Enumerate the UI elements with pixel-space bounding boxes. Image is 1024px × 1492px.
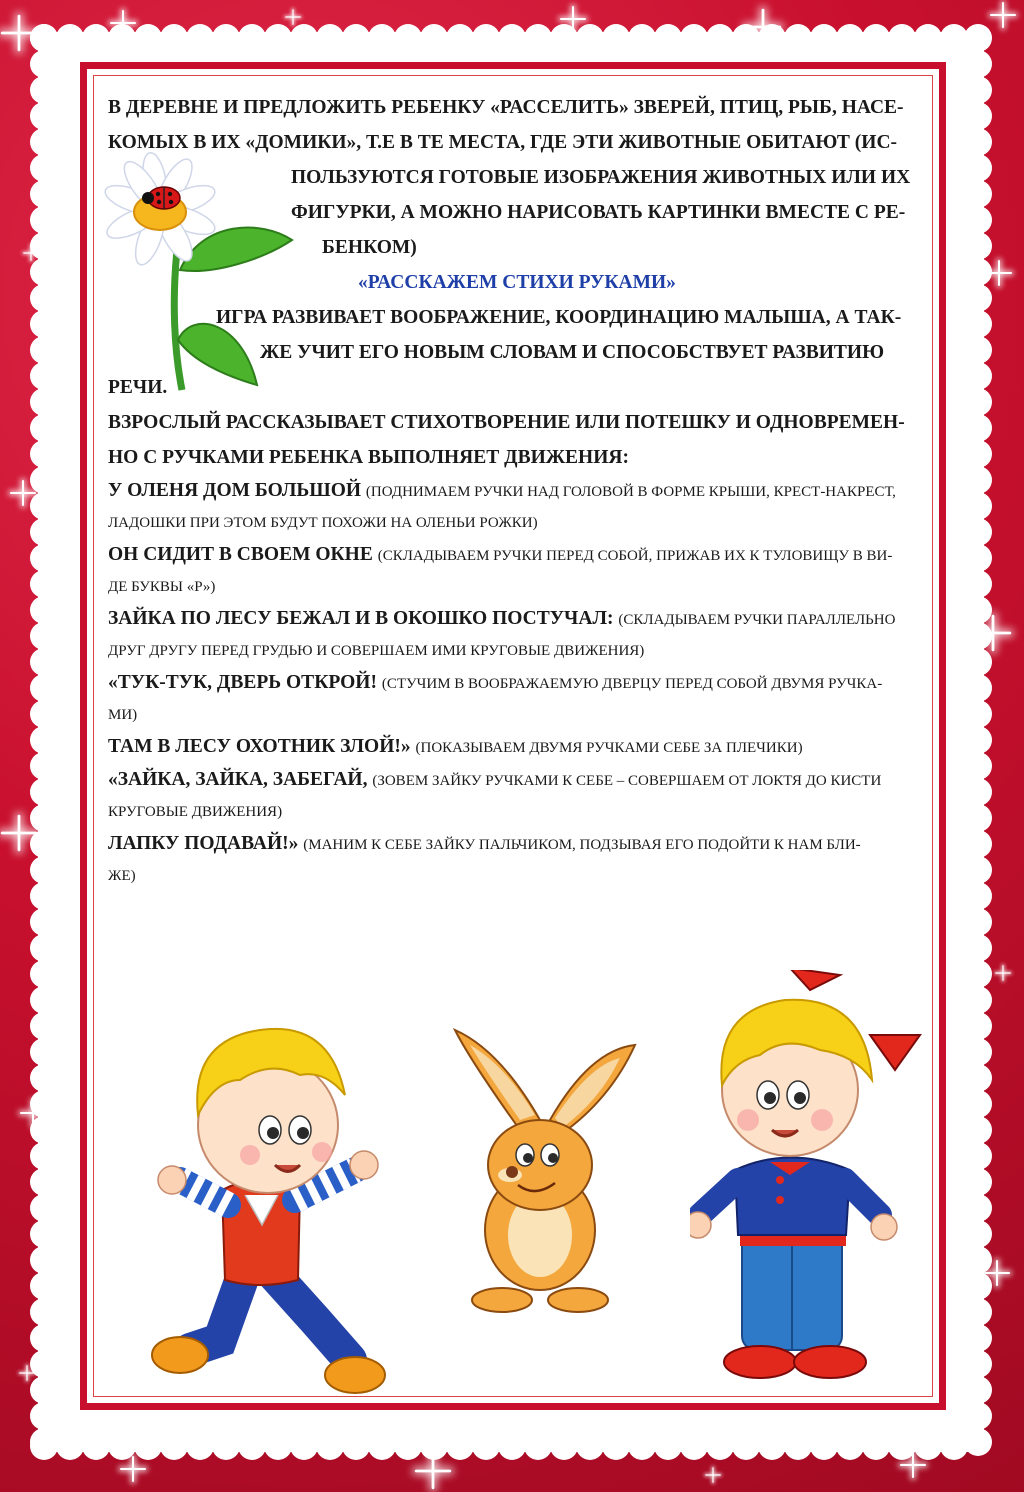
scallop-dot <box>342 24 370 52</box>
scallop-dot <box>758 1432 786 1460</box>
verse-line: ТАМ В ЛЕСУ ОХОТНИК ЗЛОЙ!» <box>108 736 411 757</box>
scallop-dot <box>964 102 992 130</box>
boy-running-icon <box>150 1000 390 1400</box>
article-text <box>108 90 934 892</box>
scallop-dot <box>30 1324 58 1352</box>
scallop-dot <box>964 180 992 208</box>
scallop-dot <box>964 934 992 962</box>
scallop-dot <box>810 1432 838 1460</box>
paragraph-line: ЖЕ УЧИТ ЕГО НОВЫМ СЛОВАМ И СПОСОБСТВУЕТ РАЗВИТИЮ <box>260 342 885 363</box>
scallop-dot <box>964 76 992 104</box>
scallop-dot <box>706 24 734 52</box>
scallop-dot <box>368 24 396 52</box>
scallop-dot <box>964 310 992 338</box>
scallop-dot <box>30 1168 58 1196</box>
scallop-dot <box>30 76 58 104</box>
scallop-dot <box>964 1220 992 1248</box>
scallop-dot <box>30 622 58 650</box>
scallop-dot <box>30 544 58 572</box>
sparkle-icon <box>705 1467 721 1483</box>
scallop-dot <box>498 1432 526 1460</box>
scallop-dot <box>30 206 58 234</box>
scallop-dot <box>160 1432 188 1460</box>
scallop-dot <box>524 24 552 52</box>
scallop-dot <box>30 570 58 598</box>
girl-with-bow-icon <box>690 970 930 1390</box>
scallop-dot <box>186 24 214 52</box>
scallop-dot <box>30 310 58 338</box>
scallop-dot <box>758 24 786 52</box>
verse-note: (СКЛАДЫВАЕМ РУЧКИ ПЕРЕД СОБОЙ, ПРИЖАВ ИХ К ТУЛОВИЩУ В ВИ- <box>377 548 893 564</box>
scallop-dot <box>964 1012 992 1040</box>
scallop-dot <box>576 24 604 52</box>
scallop-dot <box>836 1432 864 1460</box>
scallop-dot <box>368 1432 396 1460</box>
scallop-dot <box>30 1272 58 1300</box>
scallop-dot <box>964 1168 992 1196</box>
scallop-dot <box>964 804 992 832</box>
scallop-dot <box>862 1432 890 1460</box>
scallop-dot <box>964 1376 992 1404</box>
scallop-dot <box>212 24 240 52</box>
scallop-dot <box>342 1432 370 1460</box>
verse-line: ЗАЙКА ПО ЛЕСУ БЕЖАЛ И В ОКОШКО ПОСТУЧАЛ: <box>108 608 614 629</box>
scallop-dot <box>30 128 58 156</box>
scallop-dot <box>30 752 58 780</box>
scallop-dot <box>30 1012 58 1040</box>
scallop-dot <box>602 1432 630 1460</box>
scallop-dot <box>964 544 992 572</box>
verse-note: ДРУГ ДРУГУ ПЕРЕД ГРУДЬЮ И СОВЕРШАЕМ ИМИ КРУГОВЫЕ ДВИЖЕНИЯ) <box>108 643 645 659</box>
scallop-dot <box>964 466 992 494</box>
scallop-dot <box>290 1432 318 1460</box>
scallop-dot <box>160 24 188 52</box>
scallop-dot <box>30 986 58 1014</box>
scallop-dot <box>964 206 992 234</box>
scallop-dot <box>810 24 838 52</box>
scallop-dot <box>30 778 58 806</box>
scallop-dot <box>30 414 58 442</box>
verse-block <box>108 539 934 603</box>
scallop-dot <box>30 1376 58 1404</box>
scallop-dot <box>680 1432 708 1460</box>
scallop-dot <box>30 1116 58 1144</box>
scallop-dot <box>30 1194 58 1222</box>
scallop-dot <box>964 1428 992 1456</box>
verse-note: МИ) <box>108 707 138 723</box>
scallop-dot <box>964 258 992 286</box>
scallop-dot <box>654 24 682 52</box>
scallop-dot <box>394 1432 422 1460</box>
verse-note: (ПОКАЗЫВАЕМ ДВУМЯ РУЧКАМИ СЕБЕ ЗА ПЛЕЧИКИ) <box>415 740 803 756</box>
paragraph-line: БЕНКОМ) <box>322 237 417 258</box>
verse-note: КРУГОВЫЕ ДВИЖЕНИЯ) <box>108 804 283 820</box>
scallop-dot <box>30 258 58 286</box>
verse-note: (ЗОВЕМ ЗАЙКУ РУЧКАМИ К СЕБЕ – СОВЕРШАЕМ ОТ ЛОКТЯ ДО КИСТИ <box>372 773 882 789</box>
scallop-dot <box>30 1246 58 1274</box>
scallop-dot <box>654 1432 682 1460</box>
scallop-dot <box>576 1432 604 1460</box>
paragraph-line: ВЗРОСЛЫЙ РАССКАЗЫВАЕТ СТИХОТВОРЕНИЕ ИЛИ ПОТЕШКУ И ОДНОВРЕМЕН- <box>108 412 905 433</box>
scallop-dot <box>964 622 992 650</box>
scallop-dot <box>914 1432 942 1460</box>
scallop-dot <box>212 1432 240 1460</box>
verse-note: ЛАДОШКИ ПРИ ЭТОМ БУДУТ ПОХОЖИ НА ОЛЕНЬИ РОЖКИ) <box>108 515 538 531</box>
scallop-dot <box>108 24 136 52</box>
scallop-dot <box>30 466 58 494</box>
scallop-dot <box>706 1432 734 1460</box>
scallop-dot <box>964 232 992 260</box>
scallop-dot <box>964 336 992 364</box>
scallop-dot <box>964 1090 992 1118</box>
verse-block <box>108 828 934 892</box>
paragraph-line: КОМЫХ В ИХ «ДОМИКИ», Т.Е В ТЕ МЕСТА, ГДЕ ЭТИ ЖИВОТНЫЕ ОБИТАЮТ (ИС- <box>108 132 898 153</box>
scallop-dot <box>30 674 58 702</box>
scallop-dot <box>964 986 992 1014</box>
scallop-dot <box>964 1350 992 1378</box>
scallop-dot <box>732 1432 760 1460</box>
scallop-dot <box>964 908 992 936</box>
verse-line: «ТУК-ТУК, ДВЕРЬ ОТКРОЙ! <box>108 672 377 693</box>
paragraph-line: ИГРА РАЗВИВАЕТ ВООБРАЖЕНИЕ, КООРДИНАЦИЮ МАЛЫША, А ТАК- <box>216 307 902 328</box>
scallop-dot <box>732 24 760 52</box>
verse-block <box>108 603 934 667</box>
verse-line: ЛАПКУ ПОДАВАЙ!» <box>108 833 299 854</box>
scallop-dot <box>264 24 292 52</box>
scallop-dot <box>964 1116 992 1144</box>
scallop-dot <box>862 24 890 52</box>
scallop-dot <box>964 24 992 52</box>
scallop-dot <box>964 700 992 728</box>
scallop-dot <box>30 102 58 130</box>
paragraph-line: НО С РУЧКАМИ РЕБЕНКА ВЫПОЛНЯЕТ ДВИЖЕНИЯ: <box>108 447 629 468</box>
scallop-dot <box>964 440 992 468</box>
scallop-dot <box>420 24 448 52</box>
scallop-dot <box>964 1272 992 1300</box>
scallop-dot <box>30 518 58 546</box>
scallop-dot <box>964 830 992 858</box>
verse-line: «ЗАЙКА, ЗАЙКА, ЗАБЕГАЙ, <box>108 769 368 790</box>
scallop-dot <box>30 336 58 364</box>
scallop-dot <box>964 492 992 520</box>
scallop-dot <box>446 1432 474 1460</box>
scallop-dot <box>30 1298 58 1326</box>
scallop-dot <box>82 24 110 52</box>
scallop-dot <box>446 24 474 52</box>
scallop-dot <box>30 1142 58 1170</box>
scallop-dot <box>964 1246 992 1274</box>
scallop-dot <box>134 1432 162 1460</box>
scallop-dot <box>316 24 344 52</box>
scallop-dot <box>30 700 58 728</box>
verse-block <box>108 667 934 731</box>
verse-line: ОН СИДИТ В СВОЕМ ОКНЕ <box>108 544 373 565</box>
scallop-dot <box>964 752 992 780</box>
scallop-dot <box>30 960 58 988</box>
scallop-dot <box>238 24 266 52</box>
scallop-dot <box>680 24 708 52</box>
scallop-dot <box>56 24 84 52</box>
verse-block <box>108 764 934 828</box>
sparkle-icon <box>120 1456 146 1482</box>
paragraph-line: В ДЕРЕВНЕ И ПРЕДЛОЖИТЬ РЕБЕНКУ «РАССЕЛИТЬ» ЗВЕРЕЙ, ПТИЦ, РЫБ, НАСЕ- <box>108 97 904 118</box>
scallop-dot <box>964 362 992 390</box>
scallop-dot <box>550 1432 578 1460</box>
scallop-dot <box>784 1432 812 1460</box>
scallop-dot <box>914 24 942 52</box>
scallop-dot <box>30 1090 58 1118</box>
scallop-dot <box>472 1432 500 1460</box>
scallop-dot <box>30 440 58 468</box>
scallop-dot <box>964 1038 992 1066</box>
scallop-dot <box>964 388 992 416</box>
scallop-dot <box>30 180 58 208</box>
scallop-dot <box>472 24 500 52</box>
scallop-dot <box>550 24 578 52</box>
scallop-dot <box>30 596 58 624</box>
scallop-dot <box>964 1298 992 1326</box>
scallop-dot <box>30 24 58 52</box>
scallop-dot <box>964 570 992 598</box>
scallop-dot <box>30 492 58 520</box>
scallop-dot <box>30 1428 58 1456</box>
scallop-dot <box>524 1432 552 1460</box>
sparkle-icon <box>285 9 301 25</box>
scallop-dot <box>964 1142 992 1170</box>
scallop-dot <box>964 856 992 884</box>
scallop-dot <box>30 908 58 936</box>
scallop-dot <box>964 674 992 702</box>
scallop-dot <box>30 284 58 312</box>
scallop-dot <box>964 882 992 910</box>
scallop-dot <box>30 1402 58 1430</box>
scallop-dot <box>238 1432 266 1460</box>
scallop-dot <box>264 1432 292 1460</box>
scallop-dot <box>836 24 864 52</box>
sparkle-icon <box>995 965 1011 981</box>
scallop-dot <box>30 726 58 754</box>
scallop-dot <box>30 934 58 962</box>
scallop-dot <box>888 1432 916 1460</box>
scallop-dot <box>30 1350 58 1378</box>
sparkle-icon <box>990 2 1016 28</box>
scallop-dot <box>964 1064 992 1092</box>
verse-block <box>108 475 934 539</box>
scallop-dot <box>30 1038 58 1066</box>
scallop-dot <box>56 1432 84 1460</box>
verse-note: (МАНИМ К СЕБЕ ЗАЙКУ ПАЛЬЧИКОМ, ПОДЗЫВАЯ ЕГО ПОДОЙТИ К НАМ БЛИ- <box>303 837 861 853</box>
verse-note: (СТУЧИМ В ВООБРАЖАЕМУЮ ДВЕРЦУ ПЕРЕД СОБОЙ ДВУМЯ РУЧКА- <box>381 676 883 692</box>
scallop-dot <box>964 154 992 182</box>
scallop-dot <box>82 1432 110 1460</box>
scallop-dot <box>964 596 992 624</box>
bunny-icon <box>440 1020 640 1320</box>
verse-note: ЖЕ) <box>108 868 136 884</box>
verse-note: (ПОДНИМАЕМ РУЧКИ НАД ГОЛОВОЙ В ФОРМЕ КРЫШИ, КРЕСТ-НАКРЕСТ, <box>365 484 896 500</box>
scallop-dot <box>316 1432 344 1460</box>
scallop-dot <box>964 1402 992 1430</box>
scallop-dot <box>30 856 58 884</box>
scallop-dot <box>964 1194 992 1222</box>
scallop-dot <box>964 960 992 988</box>
paragraph-line: ФИГУРКИ, А МОЖНО НАРИСОВАТЬ КАРТИНКИ ВМЕСТЕ С РЕ- <box>291 202 906 223</box>
scallop-dot <box>30 50 58 78</box>
scallop-dot <box>498 24 526 52</box>
scallop-dot <box>964 1324 992 1352</box>
scallop-dot <box>602 24 630 52</box>
paragraph-line: РЕЧИ. <box>108 377 168 398</box>
scallop-dot <box>964 128 992 156</box>
verse-line: У ОЛЕНЯ ДОМ БОЛЬШОЙ <box>108 480 362 501</box>
scallop-dot <box>30 154 58 182</box>
verse-note: ДЕ БУКВЫ «Р») <box>108 579 216 595</box>
scallop-dot <box>30 1220 58 1248</box>
scallop-dot <box>964 414 992 442</box>
scallop-dot <box>964 726 992 754</box>
scallop-dot <box>290 24 318 52</box>
scallop-dot <box>964 648 992 676</box>
verse-note: (СКЛАДЫВАЕМ РУЧКИ ПАРАЛЛЕЛЬНО <box>618 612 896 628</box>
paragraph-line: ПОЛЬЗУЮТСЯ ГОТОВЫЕ ИЗОБРАЖЕНИЯ ЖИВОТНЫХ ИЛИ ИХ <box>291 167 911 188</box>
scallop-dot <box>394 24 422 52</box>
scallop-dot <box>30 1064 58 1092</box>
scallop-dot <box>186 1432 214 1460</box>
scallop-dot <box>108 1432 136 1460</box>
section-title: «РАССКАЖЕМ СТИХИ РУКАМИ» <box>358 272 676 293</box>
scallop-dot <box>964 50 992 78</box>
scallop-dot <box>134 24 162 52</box>
scallop-dot <box>30 232 58 260</box>
scallop-dot <box>964 284 992 312</box>
scallop-dot <box>30 388 58 416</box>
scallop-dot <box>628 24 656 52</box>
scallop-dot <box>888 24 916 52</box>
scallop-dot <box>30 648 58 676</box>
scallop-dot <box>30 804 58 832</box>
scallop-dot <box>420 1432 448 1460</box>
scallop-dot <box>964 778 992 806</box>
scallop-dot <box>628 1432 656 1460</box>
scallop-dot <box>30 882 58 910</box>
scallop-dot <box>784 24 812 52</box>
scallop-dot <box>964 518 992 546</box>
scallop-dot <box>30 362 58 390</box>
verse-block <box>108 731 934 764</box>
scallop-dot <box>30 830 58 858</box>
